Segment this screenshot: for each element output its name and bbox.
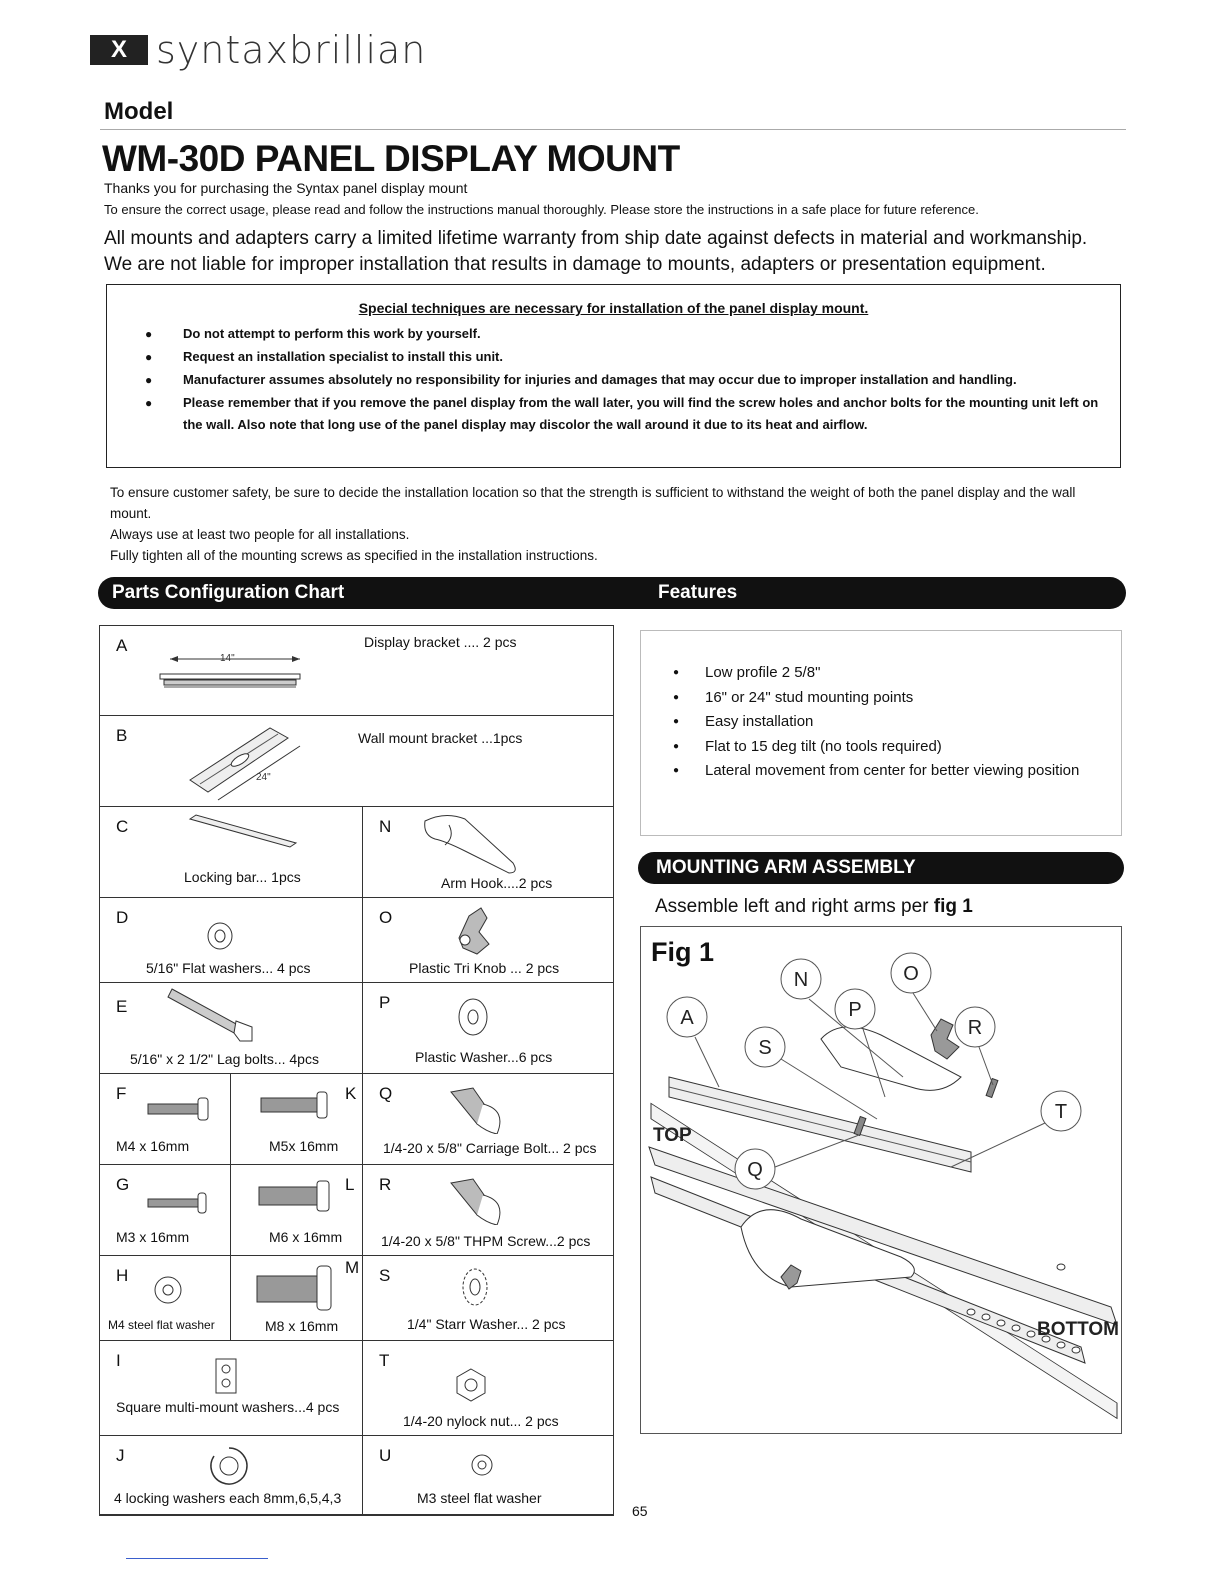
part-desc: Wall mount bracket ...1pcs <box>358 730 523 746</box>
warning-item: ● Please remember that if you remove the panel display from the wall later, you will find the screw holes and anchor bolts for the mounting unit left on the wall. Also note that long use of the panel display may discolor the wall around it due to its heat and airflow. <box>145 392 1105 436</box>
part-desc: M6 x 16mm <box>269 1229 343 1245</box>
fig-reference: fig 1 <box>933 896 973 917</box>
page-title: WM-30D PANEL DISPLAY MOUNT <box>102 138 680 179</box>
safety-line: Fully tighten all of the mounting screws as specified in the installation instructions. <box>110 548 598 563</box>
callout-q: Q <box>747 1159 763 1181</box>
brand-logo <box>90 30 426 70</box>
part-desc: Locking bar... 1pcs <box>184 869 301 885</box>
warning-item: ● Do not attempt to perform this work by yourself. <box>145 323 1105 345</box>
feature-item: ● 16" or 24" stud mounting points <box>673 686 1079 711</box>
part-cell-q <box>362 1073 614 1165</box>
part-letter: A <box>116 636 128 655</box>
callout-r: R <box>967 1017 983 1039</box>
part-cell-e <box>99 982 363 1074</box>
part-desc: M4 steel flat washer <box>108 1318 215 1332</box>
wall-mount-bracket-icon <box>170 720 320 804</box>
part-desc: M4 x 16mm <box>116 1138 190 1154</box>
screw-m8-icon <box>255 1262 341 1312</box>
safety-notes <box>110 482 1110 566</box>
figure-1 <box>640 926 1122 1434</box>
part-cell-h <box>99 1255 231 1341</box>
carriage-bolt-icon <box>447 1084 517 1134</box>
page-number: 65 <box>632 1503 648 1519</box>
warranty-line-2: We are not liable for improper installation that results in damage to mounts, adapters or presentation equipment. <box>104 254 1046 275</box>
part-letter: Q <box>379 1084 393 1103</box>
arm-hook-icon <box>415 811 525 875</box>
thpm-screw-icon <box>447 1175 517 1225</box>
warning-list <box>145 323 1105 437</box>
part-cell-i <box>99 1340 363 1436</box>
flat-washer-icon <box>200 916 240 956</box>
part-letter: P <box>379 993 391 1012</box>
part-desc: 4 locking washers each 8mm,6,5,4,3 <box>114 1490 342 1506</box>
part-letter: C <box>116 817 129 836</box>
part-desc: 1/4-20 nylock nut... 2 pcs <box>403 1413 559 1429</box>
part-cell-g <box>99 1164 231 1256</box>
part-desc: Plastic Washer...6 pcs <box>415 1049 553 1065</box>
part-desc: M3 x 16mm <box>116 1229 190 1245</box>
lag-bolt-icon <box>164 983 264 1045</box>
dim-label-b: 24" <box>256 772 271 783</box>
warning-title: Special techniques are necessary for installation of the panel display mount. <box>358 300 869 316</box>
part-desc: 1/4-20 x 5/8" THPM Screw...2 pcs <box>381 1233 591 1249</box>
part-letter: K <box>345 1084 357 1103</box>
assembly-diagram <box>641 927 1122 1434</box>
part-letter: L <box>345 1175 355 1194</box>
part-letter: F <box>116 1084 127 1103</box>
part-letter: E <box>116 997 128 1016</box>
part-letter: N <box>379 817 392 836</box>
section-title-parts: Parts Configuration Chart <box>112 582 345 603</box>
screw-m3-icon <box>146 1187 216 1217</box>
part-letter: D <box>116 908 129 927</box>
part-letter: H <box>116 1266 129 1285</box>
part-cell-d <box>99 897 363 983</box>
section-title-features: Features <box>658 582 738 603</box>
part-desc: 1/4-20 x 5/8" Carriage Bolt... 2 pcs <box>383 1140 597 1156</box>
features-box <box>640 630 1122 836</box>
starr-washer-icon <box>457 1264 493 1310</box>
callout-s: S <box>758 1037 772 1059</box>
part-desc: Display bracket .... 2 pcs <box>364 634 517 650</box>
warning-item: ● Request an installation specialist to install this unit. <box>145 346 1105 368</box>
part-letter: M <box>345 1258 360 1277</box>
part-letter: O <box>379 908 393 927</box>
assemble-text: Assemble left and right arms per <box>655 896 929 917</box>
display-bracket-icon <box>150 644 310 702</box>
part-letter: B <box>116 726 128 745</box>
part-cell-j <box>99 1435 363 1516</box>
part-letter: J <box>116 1446 125 1465</box>
part-cell-s <box>362 1255 614 1341</box>
part-cell-l <box>230 1164 363 1256</box>
part-desc: M8 x 16mm <box>265 1318 339 1334</box>
top-label: TOP <box>653 1125 692 1146</box>
locking-bar-icon <box>184 813 304 853</box>
callout-a: A <box>680 1007 694 1029</box>
part-cell-o <box>362 897 614 983</box>
part-cell-f <box>99 1073 231 1165</box>
feature-item: ● Lateral movement from center for better viewing position <box>673 759 1079 784</box>
part-desc: 5/16" x 2 1/2" Lag bolts... 4pcs <box>130 1051 319 1067</box>
bottom-label: BOTTOM <box>1037 1319 1119 1340</box>
part-desc: 1/4" Starr Washer... 2 pcs <box>407 1316 566 1332</box>
safety-line: To ensure customer safety, be sure to decide the installation location so that the strength is sufficient to withstand the weight of both the panel display and the wall mount. <box>110 485 1076 521</box>
m3-washer-icon <box>467 1450 497 1480</box>
header-divider <box>100 129 1126 130</box>
thanks-text: Thanks you for purchasing the Syntax panel display mount <box>104 180 468 196</box>
features-list <box>673 661 1079 784</box>
part-desc: M5x 16mm <box>269 1138 339 1154</box>
dim-label-a: 14" <box>220 653 235 664</box>
part-desc: M3 steel flat washer <box>417 1490 542 1506</box>
part-cell-c <box>99 806 363 898</box>
logo-mark-icon: X <box>90 35 148 65</box>
callout-o: O <box>903 963 919 985</box>
ensure-text: To ensure the correct usage, please read and follow the instructions manual thoroughly. Please store the instructions in a safe place for future reference. <box>104 202 979 217</box>
warranty-line-1: All mounts and adapters carry a limited lifetime warranty from ship date against defects in material and workmanship. <box>104 228 1088 249</box>
warning-box <box>106 284 1121 468</box>
screw-m5-icon <box>259 1090 339 1122</box>
part-desc: Square multi-mount washers...4 pcs <box>116 1399 340 1415</box>
part-desc: Plastic Tri Knob ... 2 pcs <box>409 960 560 976</box>
part-desc: Arm Hook....2 pcs <box>441 875 553 891</box>
steel-washer-icon <box>150 1272 186 1308</box>
part-desc: 5/16" Flat washers... 4 pcs <box>146 960 311 976</box>
model-label: Model <box>104 98 174 125</box>
part-letter: T <box>379 1351 390 1370</box>
part-cell-m <box>230 1255 363 1341</box>
parts-table <box>99 625 614 1515</box>
safety-line: Always use at least two people for all installations. <box>110 527 410 542</box>
screw-m6-icon <box>257 1179 339 1215</box>
screw-m4-icon <box>146 1094 216 1124</box>
part-cell-t <box>362 1340 614 1436</box>
feature-item: ● Easy installation <box>673 710 1079 735</box>
section-title-mounting: MOUNTING ARM ASSEMBLY <box>656 857 916 878</box>
warning-item: ● Manufacturer assumes absolutely no responsibility for injuries and damages that may occur due to improper installation and handling. <box>145 369 1105 391</box>
part-cell-a <box>99 625 614 716</box>
part-letter: U <box>379 1446 392 1465</box>
part-letter: S <box>379 1266 391 1285</box>
nylock-nut-icon <box>453 1367 489 1403</box>
section-bar-mounting <box>638 852 1124 884</box>
part-cell-u <box>362 1435 614 1516</box>
section-bar-parts <box>98 577 1126 609</box>
feature-item: ● Low profile 2 5/8" <box>673 661 1079 686</box>
part-letter: R <box>379 1175 392 1194</box>
figure-label: Fig 1 <box>651 937 715 967</box>
part-cell-r <box>362 1164 614 1256</box>
part-letter: I <box>116 1351 121 1370</box>
logo-wordmark: syntaxbrillian <box>156 28 427 72</box>
part-letter: G <box>116 1175 130 1194</box>
assemble-instruction <box>655 896 973 918</box>
part-cell-b <box>99 715 614 807</box>
part-cell-k <box>230 1073 363 1165</box>
callout-p: P <box>848 999 862 1021</box>
footer-line <box>126 1558 268 1559</box>
feature-item: ● Flat to 15 deg tilt (no tools required) <box>673 735 1079 760</box>
square-washer-icon <box>212 1355 242 1399</box>
part-cell-n <box>362 806 614 898</box>
part-cell-p <box>362 982 614 1074</box>
callout-t: T <box>1054 1101 1068 1123</box>
plastic-washer-icon <box>453 995 493 1039</box>
tri-knob-icon <box>449 904 499 958</box>
callout-n: N <box>793 969 809 991</box>
locking-washer-icon <box>204 1442 254 1488</box>
